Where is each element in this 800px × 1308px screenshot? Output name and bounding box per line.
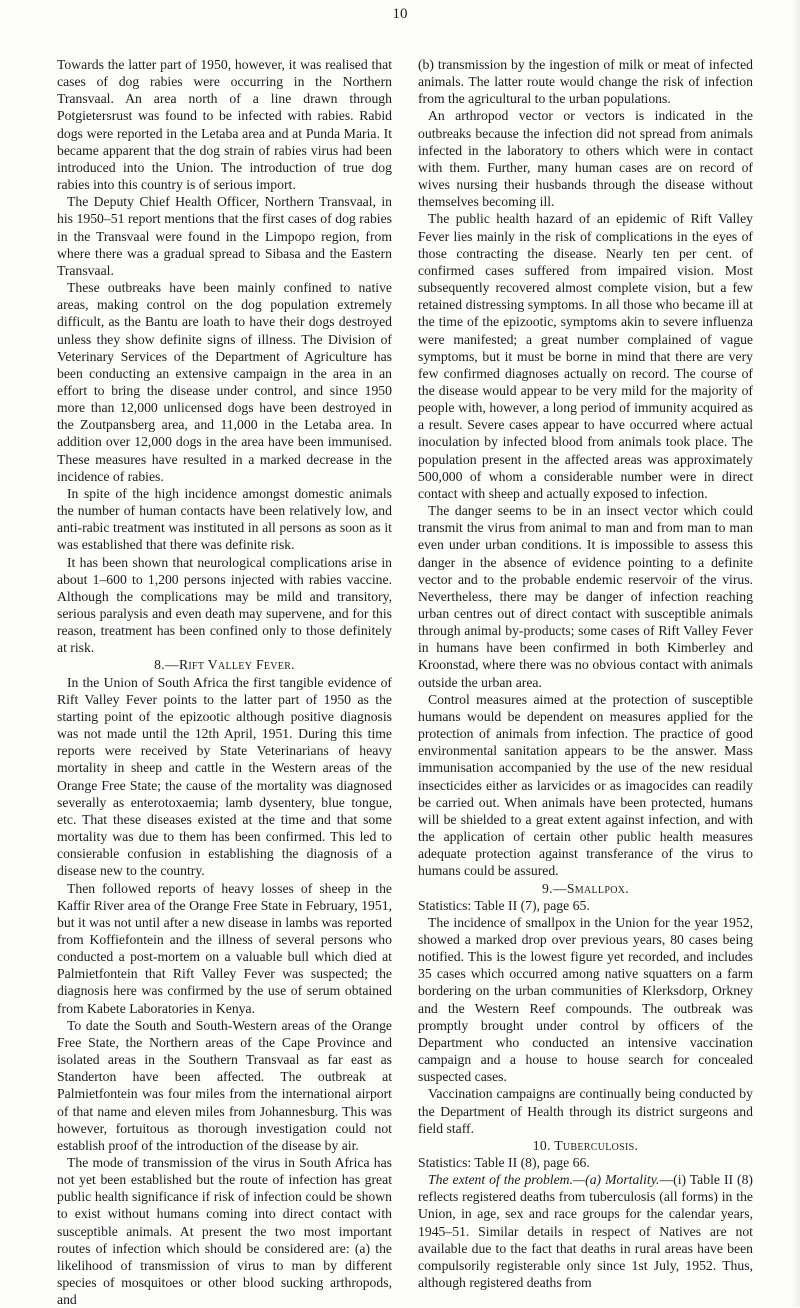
paragraph: (b) transmission by the ingestion of milk or meat of infected animals. The latter route would change the risk of infection from the agricultural to the urban populations. <box>418 57 753 107</box>
paragraph: The mode of transmission of the virus in South Africa has not yet been established but the route of infection has great public health significance if risk of infection could be shown to exist without humans coming into direct contact with susceptible animals. At present the two most important routes of infection which should be considered are: (a) the likelihood of transmission of virus to man by different species of mosquitoes or other blood sucking arthropods, and <box>57 1155 392 1308</box>
paragraph-text: —(i) Table II (8) reflects registered deaths from tuberculosis (all forms) in the Union, in age, sex and race groups for the calendar years, 1945–51. Similar details in respect of Natives are not available due to the fact that deaths in rural areas have been compulsorily registerable only since 1st July, 1952. Thus, although registered deaths from <box>418 1172 753 1291</box>
right-column <box>418 56 753 1291</box>
section-heading-smallpox: 9.—Smallpox. <box>542 880 629 896</box>
section-heading-tuberculosis: 10. Tuberculosis. <box>532 1137 639 1153</box>
paragraph: The public health hazard of an epidemic of Rift Valley Fever lies mainly in the risk of complications in the eyes of those contracting the disease. Nearly ten per cent. of confirmed cases suffered from impaired vision. Most subsequently recovered almost complete vision, but a few retained distressing symptoms. In all those who became ill at the time of the epizootic, symptoms akin to severe influenza were manifested; a great number complained of vague symptoms, but it must be borne in mind that there are very few confirmed diagnoses actually on record. The course of the disease would appear to be very mild for the majority of people with, however, a long period of immunity acquired as a result. Severe cases appear to have occurred where actual inoculation by infected blood from animals took place. The population present in the affected areas was approximately 500,000 of whom a considerable number were in direct contact with sheep and actually exposed to infection. <box>418 211 753 501</box>
statistics-reference: Statistics: Table II (7), page 65. <box>418 897 590 913</box>
paragraph: Then followed reports of heavy losses of sheep in the Kaffir River area of the Orange Free State in February, 1951, but it was not until after a new disease in lambs was reported from Koffiefontein and the illness of several persons who conducted a post-mortem on a valuable bull which died at Palmietfontein that Rift Valley Fever was suspected; the diagnosis here was confirmed by the use of serum obtained from Kabete Laboratories in Kenya. <box>57 880 392 1016</box>
paragraph: Vaccination campaigns are continually being conducted by the Department of Health through its district surgeons and field staff. <box>418 1086 753 1136</box>
paragraph: The Deputy Chief Health Officer, Northern Transvaal, in his 1950–51 report mentions that the first cases of dog rabies in the Transvaal were found in the Limpopo region, from where there was a gradual spread to Sibasa and the Eastern Transvaal. <box>57 194 392 278</box>
paragraph: It has been shown that neurological complications arise in about 1–600 to 1,200 persons injected with rabies vaccine. Although the complications may be mild and transitory, serious paralysis and even death may supervene, and for this reason, treatment has been confined only to those definitely at risk. <box>57 554 392 656</box>
left-column <box>57 56 392 1308</box>
paragraph: The danger seems to be in an insect vector which could transmit the virus from animal to man and from man to man even under urban conditions. It is impossible to assess this danger in the absence of evidence pointing to a definite vector and to the probable endemic reservoir of the virus. Nevertheless, there may be danger of infection reaching urban centres out of direct contact with susceptible animals through animal by-products; some cases of Rift Valley Fever in humans have been confirmed in both Kimberley and Kroonstad, where there was no obvious contact with animals outside the urban area. <box>418 503 753 690</box>
paragraph: In the Union of South Africa the first tangible evidence of Rift Valley Fever points to the latter part of 1950 as the starting point of the epizootic although positive diagnosis was not made until the 12th April, 1951. During this time reports were received by State Veterinarians of heavy mortality in sheep and cattle in the Western areas of the Orange Free State; the cause of the mortality was diagnosed severally as enterotoxaemia; lamb dysentery, blue tongue, etc. That these diseases existed at the time and that some mortality was due to them has been confirmed. This led to consierable confusion in establishing the diagnosis of a disease new to the country. <box>57 674 392 879</box>
paragraph: The incidence of smallpox in the Union for the year 1952, showed a marked drop over previous years, 80 cases being notified. This is the lowest figure yet recorded, and includes 35 cases which occurred among native squatters on a farm bordering on the urban communities of Klerksdorp, Orkney and the Western Reef compounds. The outbreak was promptly brought under control by officers of the Department who conducted an intensive vaccination campaign and a house to house search for concealed suspected cases. <box>418 914 753 1085</box>
paragraph: In spite of the high incidence amongst domestic animals the number of human contacts have been relatively low, and anti-rabic treatment was instituted in all persons as soon as it was established that there was definite risk. <box>57 485 392 553</box>
statistics-reference: Statistics: Table II (8), page 66. <box>418 1155 590 1170</box>
paragraph: Towards the latter part of 1950, however, it was realised that cases of dog rabies were occurring in the Northern Transvaal. An area north of a line drawn through Potgietersrust was found to be infected with rabies. Rabid dogs were reported in the Letaba area and at Punda Maria. It became apparent that the dog strain of rabies virus had been introduced into the Union. The introduction of true dog rabies into this country is of serious import. <box>57 57 392 193</box>
paragraph: These outbreaks have been mainly confined to native areas, making control on the dog population extremely difficult, as the Bantu are loath to have their dogs destroyed unless they show definite signs of illness. The Division of Veterinary Services of the Department of Agriculture has been conducting an extensive campaign in the area in an effort to bring the disease under control, and since 1950 more than 12,000 unlicensed dogs have been destroyed in the Zoutpansberg area, and 11,000 in the Letaba area. In addition over 12,000 dogs in the area have been immunised. These measures have resulted in a marked decrease in the incidence of rabies. <box>57 280 392 484</box>
paragraph: To date the South and South-Western areas of the Orange Free State, the Northern areas of the Cape Province and isolated areas in the Southern Transvaal as far east as Standerton have been affected. The outbreak at Palmietfontein was four miles from the international airport of that name and eleven miles from Johannesburg. This was however, fortuitous as thorough investigation could not establish proof of the introduction of the disease by air. <box>57 1017 392 1153</box>
paragraph: An arthropod vector or vectors is indicated in the outbreaks because the infection did not spread from animals infected in the laboratory to others which were in contact with them. Further, many human cases are on record of wives nursing their husbands through the disease without themselves becoming ill. <box>418 108 753 210</box>
section-heading-rift-valley-fever: 8.—Rift Valley Fever. <box>154 657 295 673</box>
paragraph: Control measures aimed at the protection of susceptible humans would be dependent on measures applied for the protection of animals from infection. The practice of good environmental sanitation appears to be the answer. Mass immunisation accompanied by the use of the new residual insecticides either as larvicides or as imagocides can readily be carried out. When animals have been protected, humans will be shielded to a great extent against infection, and with the application of certain other public health measures adequate protection against transferance of the virus to humans could be assured. <box>418 691 753 879</box>
page-number: 10 <box>392 6 408 22</box>
subheading-extent-of-problem: The extent of the problem.—(a) Mortality. <box>428 1172 660 1188</box>
paragraph <box>418 1171 753 1291</box>
page-edge-shadow <box>792 0 800 1307</box>
